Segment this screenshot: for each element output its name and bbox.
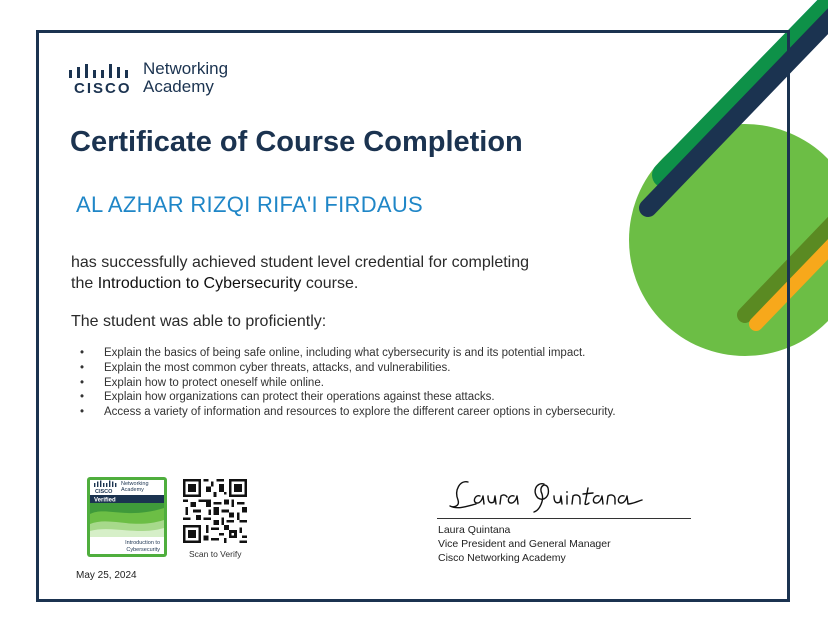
course-name: Introduction to Cybersecurity <box>97 275 302 292</box>
badge-course-line1: Introduction to <box>125 540 160 546</box>
signatory-organization: Cisco Networking Academy <box>438 552 566 564</box>
student-name: AL AZHAR RIZQI RIFA'I FIRDAUS <box>76 192 424 217</box>
completion-date: May 25, 2024 <box>76 570 137 581</box>
badge-line1: Networking <box>121 481 149 487</box>
badge-line2: Academy <box>121 487 144 493</box>
outcomes-list <box>80 346 720 420</box>
handwritten-signature <box>446 476 646 516</box>
logo-brand: CISCO <box>74 80 132 97</box>
badge-brand: CISCO <box>95 489 113 495</box>
logo-line2: Academy <box>143 77 214 96</box>
logo-line1: Networking <box>143 59 229 78</box>
outcome-item: • Access a variety of information and resources to explore the different career options in cybersecurity. <box>80 405 720 420</box>
achievement-statement <box>71 252 591 294</box>
achievement-prefix: the <box>71 275 94 292</box>
signature-line <box>437 518 691 519</box>
achievement-suffix: course. <box>305 275 359 292</box>
cisco-bars-icon <box>68 64 134 78</box>
outcome-item: • Explain how organizations can protect their operations against these attacks. <box>80 390 720 405</box>
badge-status: Verified <box>94 497 116 504</box>
achievement-line2 <box>71 273 591 294</box>
qr-code[interactable] <box>183 479 247 543</box>
course-badge <box>86 476 168 558</box>
signatory-role: Vice President and General Manager <box>438 538 611 550</box>
signatory-block <box>438 523 611 565</box>
cisco-networking-academy-logo <box>68 60 268 100</box>
badge-course-line2: Cybersecurity <box>126 547 160 553</box>
certificate-title: Certificate of Course Completion <box>70 126 523 158</box>
logo-text <box>143 60 228 96</box>
outcome-item: • Explain how to protect oneself while online. <box>80 376 720 391</box>
scan-to-verify-label: Scan to Verify <box>189 549 242 559</box>
achievement-line1: has successfully achieved student level credential for completing <box>71 254 530 271</box>
outcome-item: • Explain the basics of being safe online, including what cybersecurity is and its potential impact. <box>80 346 720 361</box>
outcome-item: • Explain the most common cyber threats, attacks, and vulnerabilities. <box>80 361 720 376</box>
signatory-name: Laura Quintana <box>438 524 511 536</box>
proficient-intro: The student was able to proficiently: <box>71 313 327 330</box>
